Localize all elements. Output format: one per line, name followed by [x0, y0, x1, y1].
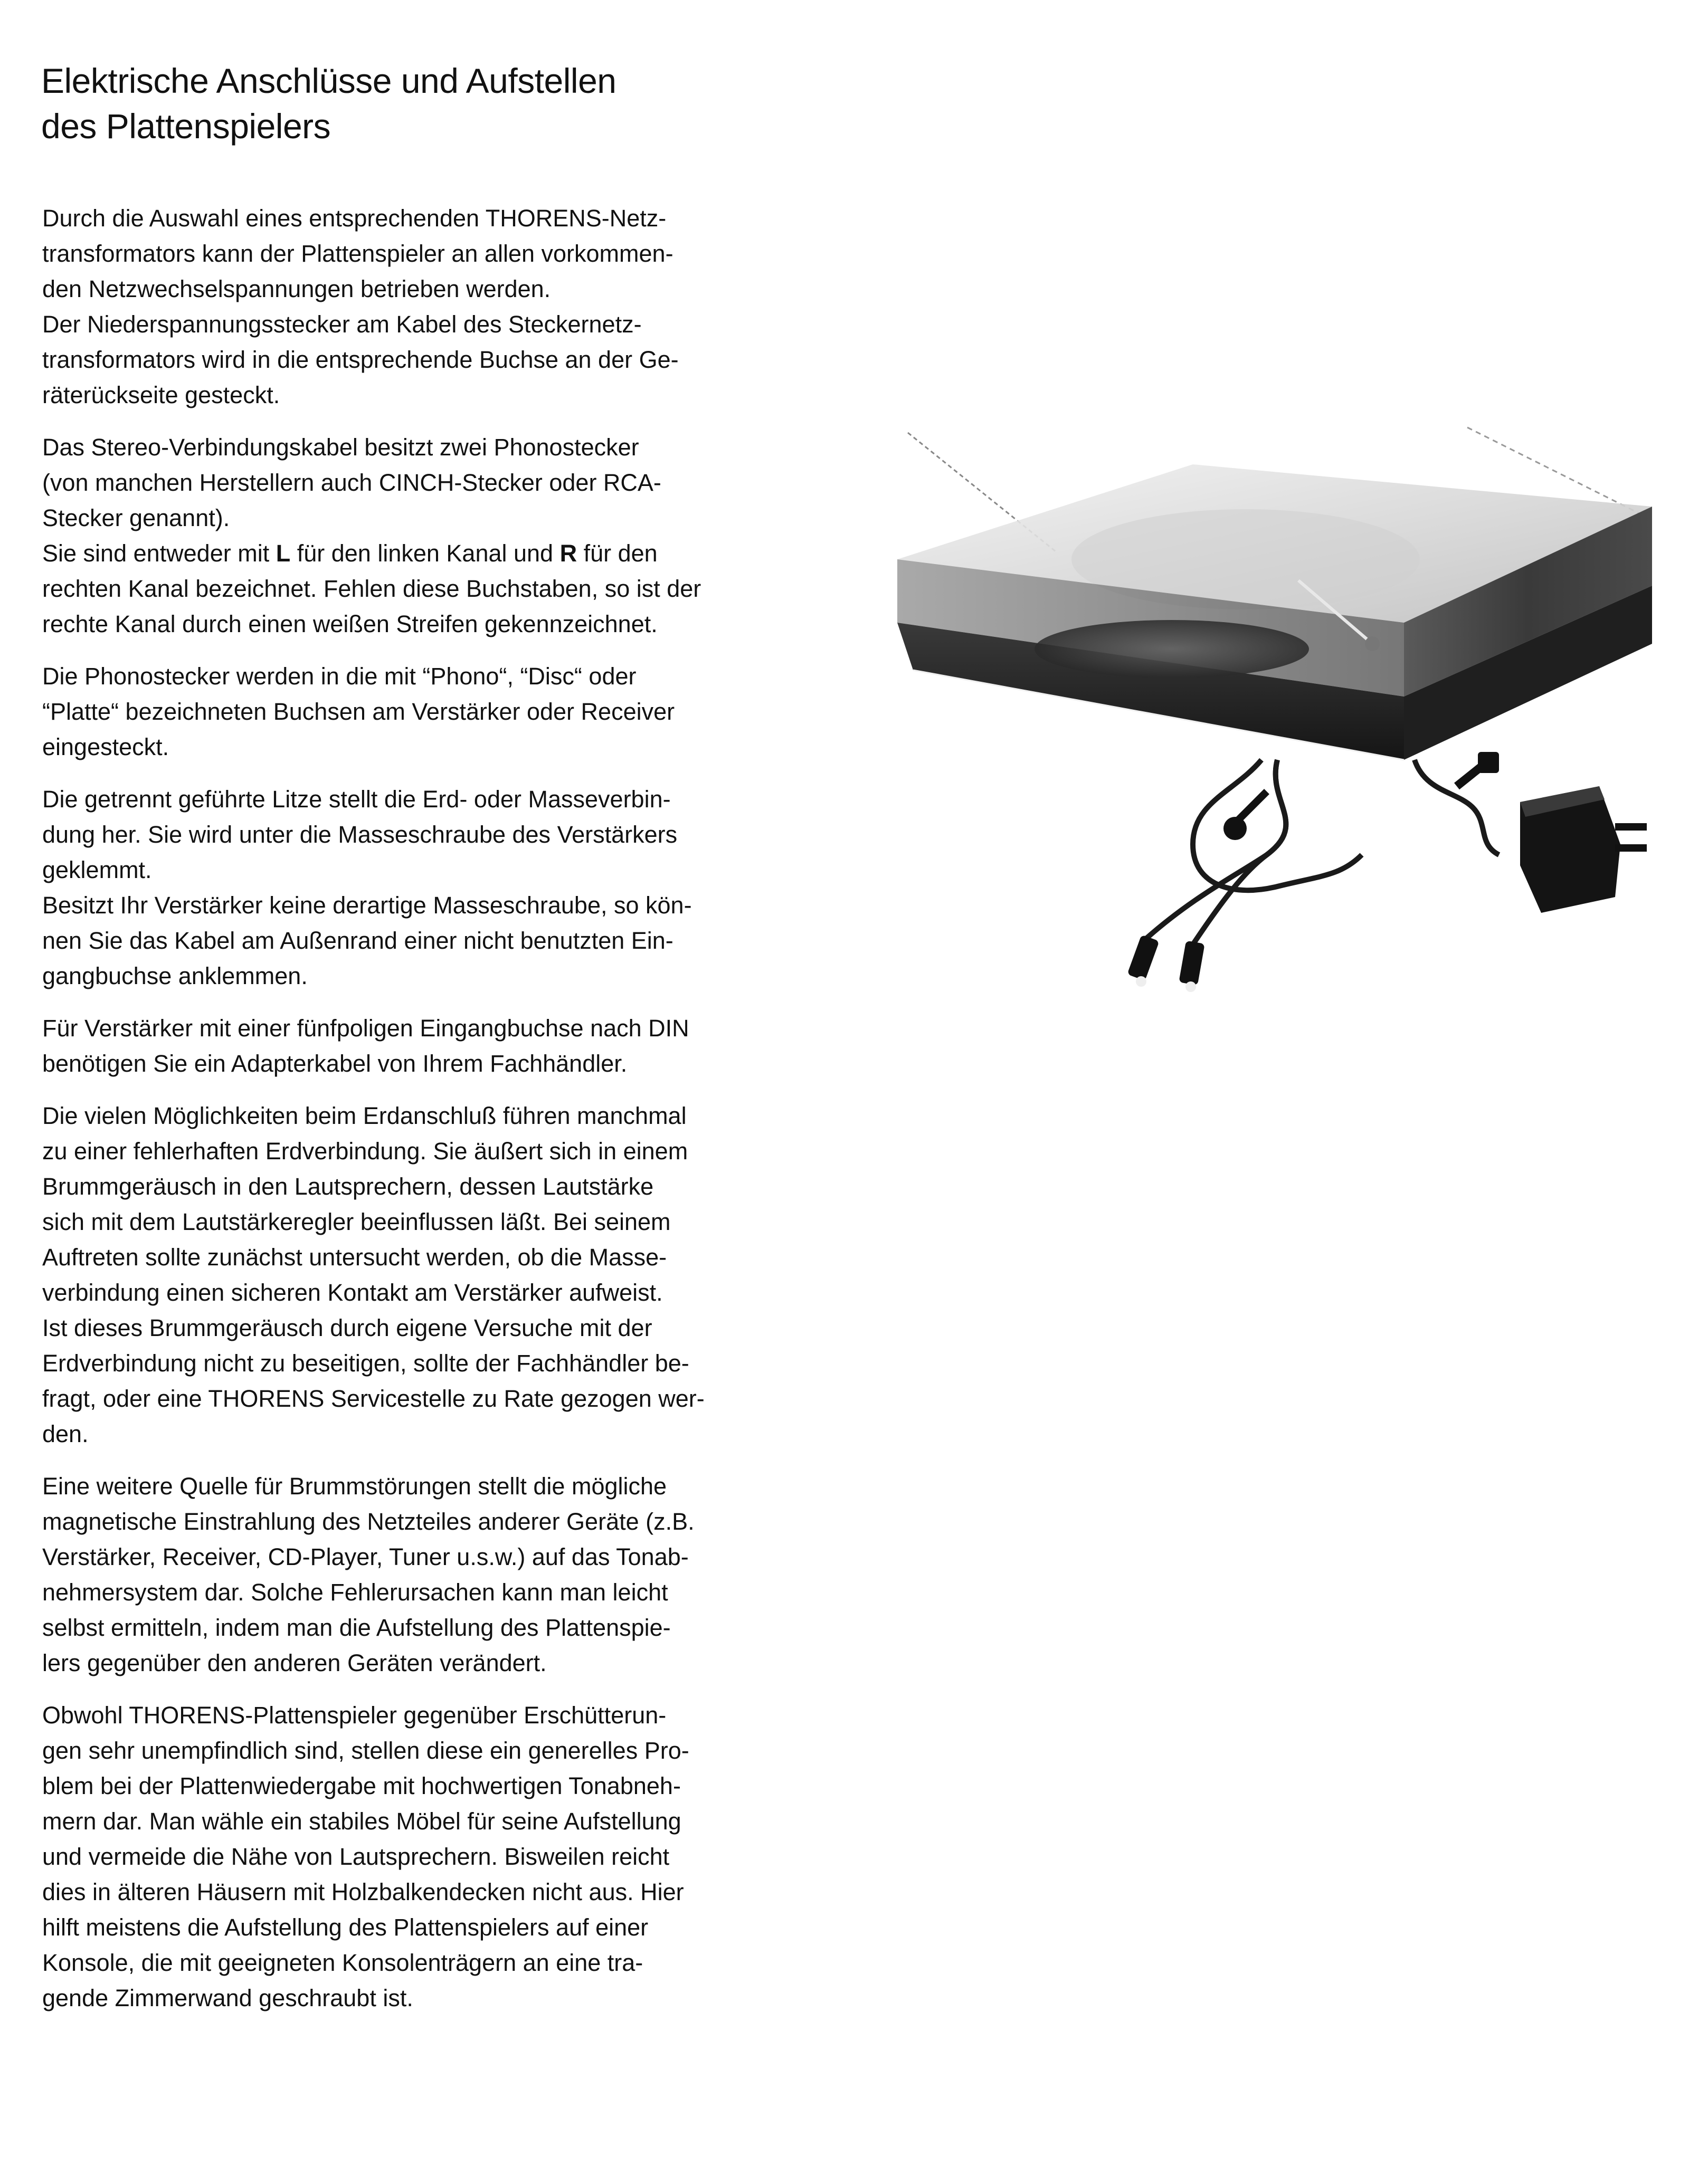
text-line: Besitzt Ihr Verstärker keine derartige Masseschraube, so kön-	[42, 892, 692, 919]
text-fragment: für den linken Kanal und	[290, 540, 560, 567]
text-line: Durch die Auswahl eines entsprechenden THORENS-Netz-	[42, 205, 667, 232]
text-line: räterückseite gesteckt.	[42, 382, 280, 408]
paragraph-hum-grounding	[42, 1098, 808, 1452]
text-line: Für Verstärker mit einer fünfpoligen Eingangbuchse nach DIN	[42, 1015, 689, 1042]
text-line: Erdverbindung nicht zu beseitigen, sollte der Fachhändler be-	[42, 1350, 689, 1377]
text-line: magnetische Einstrahlung des Netzteiles anderer Geräte (z.B.	[42, 1508, 695, 1535]
paragraph-vibration-placement	[42, 1697, 808, 2016]
paragraph-ground-wire	[42, 781, 808, 994]
text-line: (von manchen Herstellern auch CINCH-Stecker oder RCA-	[42, 469, 661, 496]
paragraph-phono-plugs	[42, 659, 808, 765]
text-line: rechte Kanal durch einen weißen Streifen gekennzeichnet.	[42, 611, 658, 637]
text-line: Der Niederspannungsstecker am Kabel des Steckernetz-	[42, 311, 642, 338]
page-title	[41, 58, 886, 149]
text-line: gangbuchse anklemmen.	[42, 962, 308, 989]
text-line: dies in älteren Häusern mit Holzbalkendecken nicht aus. Hier	[42, 1878, 684, 1905]
page-title-line-2: des Plattenspielers	[41, 107, 331, 146]
text-line: zu einer fehlerhaften Erdverbindung. Sie äußert sich in einem	[42, 1138, 688, 1165]
text-line: nehmersystem dar. Solche Fehlerursachen kann man leicht	[42, 1579, 668, 1606]
text-line: Auftreten sollte zunächst untersucht werden, ob die Masse-	[42, 1244, 667, 1271]
text-line: und vermeide die Nähe von Lautsprechern. Bisweilen reicht	[42, 1843, 670, 1870]
text-line: den Netzwechselspannungen betrieben werden.	[42, 275, 551, 302]
text-fragment: für den	[577, 540, 658, 567]
text-line: Obwohl THORENS-Plattenspieler gegenüber Erschütterun-	[42, 1702, 667, 1729]
text-line: Verstärker, Receiver, CD-Player, Tuner u.s.w.) auf das Tonab-	[42, 1543, 689, 1570]
paragraph-magnetic-interference	[42, 1468, 808, 1681]
text-line: Brummgeräusch in den Lautsprechern, dessen Lautstärke	[42, 1173, 654, 1200]
right-channel-letter: R	[559, 540, 577, 567]
text-line: lers gegenüber den anderen Geräten verändert.	[42, 1649, 547, 1676]
text-line: gende Zimmerwand geschraubt ist.	[42, 1985, 413, 2011]
paragraph-din-adapter	[42, 1010, 808, 1081]
text-line: gen sehr unempfindlich sind, stellen diese ein generelles Pro-	[42, 1737, 689, 1764]
paragraph-stereo-cable	[42, 430, 808, 642]
text-line: Die Phonostecker werden in die mit “Phono“, “Disc“ oder	[42, 663, 637, 690]
text-line: fragt, oder eine THORENS Servicestelle zu Rate gezogen wer-	[42, 1385, 705, 1412]
text-line: Stecker genannt).	[42, 504, 230, 531]
text-line: verbindung einen sicheren Kontakt am Verstärker aufweist.	[42, 1279, 663, 1306]
text-line-channel-marking	[42, 536, 808, 571]
turntable-with-cables-icon	[897, 422, 1657, 1003]
turntable-photo	[897, 422, 1657, 1003]
text-line: eingesteckt.	[42, 733, 169, 760]
text-line: sich mit dem Lautstärkeregler beeinflussen läßt. Bei seinem	[42, 1208, 671, 1235]
text-fragment: Sie sind entweder mit	[42, 540, 276, 567]
text-line: transformators wird in die entsprechende Buchse an der Ge-	[42, 346, 679, 373]
text-line: blem bei der Plattenwiedergabe mit hochwertigen Tonabneh-	[42, 1772, 681, 1799]
text-line: transformators kann der Plattenspieler an allen vorkommen-	[42, 240, 673, 267]
text-line: Die getrennt geführte Litze stellt die Erd- oder Masseverbin-	[42, 786, 671, 813]
text-line: “Platte“ bezeichneten Buchsen am Verstärker oder Receiver	[42, 698, 675, 725]
text-line: benötigen Sie ein Adapterkabel von Ihrem Fachhändler.	[42, 1050, 628, 1077]
text-line: Konsole, die mit geeigneten Konsolenträgern an eine tra-	[42, 1949, 643, 1976]
text-line: dung her. Sie wird unter die Masseschraube des Verstärkers	[42, 821, 678, 848]
text-line: Eine weitere Quelle für Brummstörungen stellt die mögliche	[42, 1473, 667, 1500]
text-line: selbst ermitteln, indem man die Aufstellung des Plattenspie-	[42, 1614, 671, 1641]
text-line: hilft meistens die Aufstellung des Plattenspielers auf einer	[42, 1914, 649, 1941]
text-line: Die vielen Möglichkeiten beim Erdanschluß führen manchmal	[42, 1102, 687, 1129]
text-line: nen Sie das Kabel am Außenrand einer nicht benutzten Ein-	[42, 927, 673, 954]
text-line: den.	[42, 1420, 89, 1447]
body-text	[42, 201, 808, 2033]
text-line: Das Stereo-Verbindungskabel besitzt zwei Phonostecker	[42, 434, 639, 461]
text-line: rechten Kanal bezeichnet. Fehlen diese Buchstaben, so ist der	[42, 575, 701, 602]
page-title-line-1: Elektrische Anschlüsse und Aufstellen	[41, 61, 616, 100]
text-line: geklemmt.	[42, 856, 152, 883]
text-line: Ist dieses Brummgeräusch durch eigene Versuche mit der	[42, 1314, 652, 1341]
paragraph-power-supply	[42, 201, 808, 413]
text-line: mern dar. Man wähle ein stabiles Möbel für seine Aufstellung	[42, 1808, 681, 1835]
left-channel-letter: L	[276, 540, 291, 567]
